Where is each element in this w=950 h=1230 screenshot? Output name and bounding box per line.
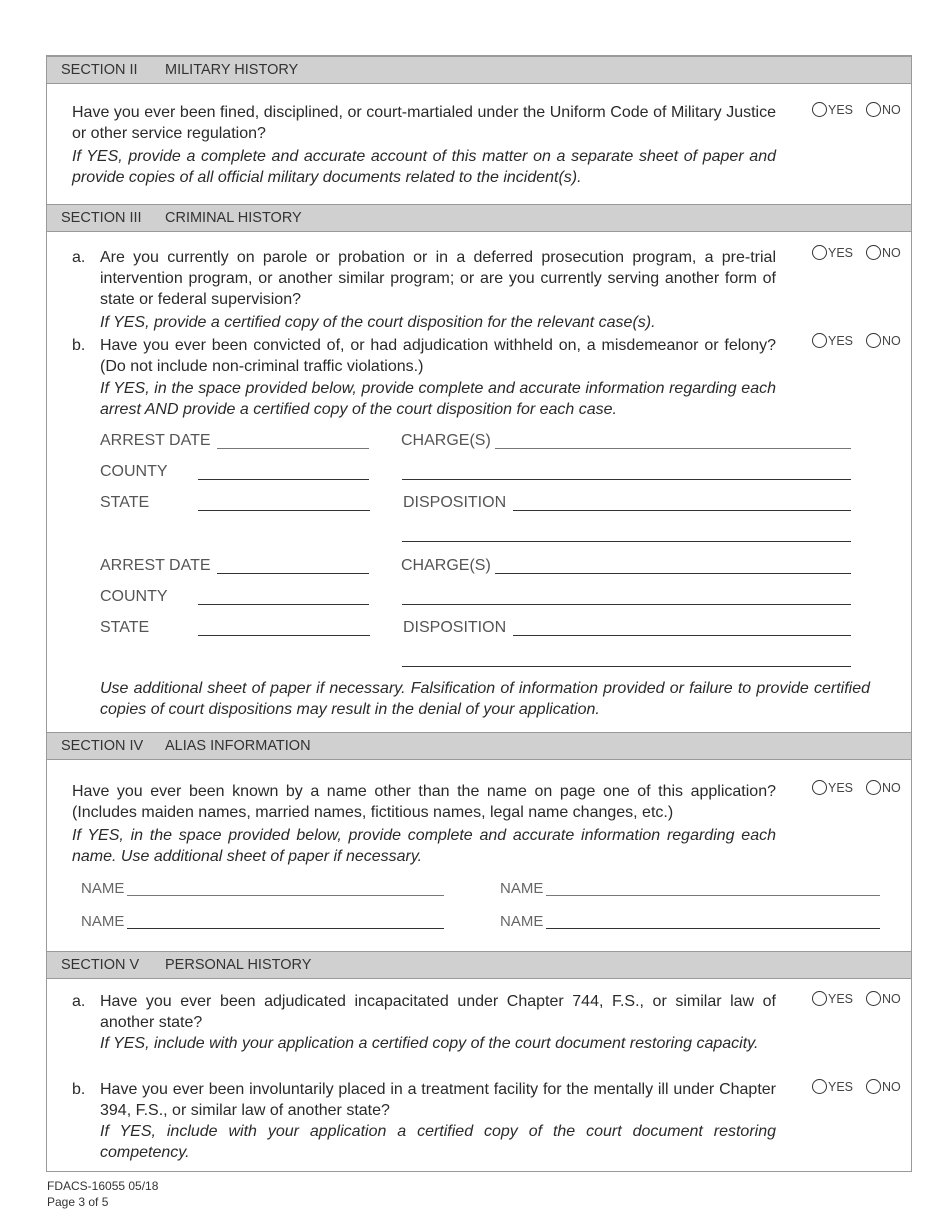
alias-name-field-1[interactable]: [127, 895, 444, 896]
military-question: Have you ever been fined, disciplined, or court-martialed under the Uniform Code of Military Justice or other service regulation?: [72, 104, 776, 142]
state-field-1[interactable]: [198, 510, 370, 511]
no-option[interactable]: [866, 102, 901, 117]
disposition-field-1[interactable]: [513, 510, 851, 511]
section-title: MILITARY HISTORY: [165, 62, 299, 78]
disposition-field-1-line2[interactable]: [402, 541, 851, 542]
charges-field-2-line2[interactable]: [402, 604, 851, 605]
alias-name-field-2[interactable]: [546, 895, 880, 896]
personal-instruction-a: If YES, include with your application a certified copy of the court document restoring capacity.: [100, 1035, 759, 1052]
yes-option[interactable]: [812, 102, 853, 117]
no-radio[interactable]: [866, 1079, 881, 1094]
no-option[interactable]: [866, 245, 901, 260]
personal-q-b-letter: b.: [72, 1081, 86, 1098]
no-radio[interactable]: [866, 102, 881, 117]
criminal-note: Use additional sheet of paper if necessary. Falsification of information provided or failure to provide certified copies of court dispositions may result in the denial of your application.: [100, 680, 870, 718]
yes-option[interactable]: [812, 780, 853, 795]
charges-label: CHARGE(S): [401, 557, 491, 574]
yes-option[interactable]: [812, 245, 853, 260]
section-number: SECTION III: [61, 210, 142, 226]
state-field-2[interactable]: [198, 635, 370, 636]
yes-label: YES: [828, 991, 854, 1006]
alias-name-label: NAME: [81, 880, 125, 897]
personal-question-a: Have you ever been adjudicated incapacitated under Chapter 744, F.S., or similar law of another state?: [100, 993, 776, 1031]
disposition-field-2-line2[interactable]: [402, 666, 851, 667]
disposition-field-2[interactable]: [513, 635, 851, 636]
criminal-q-b-letter: b.: [72, 337, 86, 354]
yes-label: YES: [828, 245, 854, 260]
personal-q-a-letter: a.: [72, 993, 86, 1010]
alias-name-label: NAME: [500, 913, 544, 930]
yes-label: YES: [828, 780, 854, 795]
application-form-page: [46, 55, 912, 1172]
section-number: SECTION V: [61, 957, 140, 973]
criminal-instruction-b: If YES, in the space provided below, provide complete and accurate information regarding each arrest AND provide a certified copy of the court disposition for each case.: [100, 380, 776, 418]
criminal-q-a-letter: a.: [72, 249, 86, 266]
alias-name-field-4[interactable]: [546, 928, 880, 929]
yes-radio[interactable]: [812, 245, 827, 260]
arrest-date-label: ARREST DATE: [100, 432, 211, 449]
no-radio[interactable]: [866, 333, 881, 348]
criminal-instruction-a: If YES, provide a certified copy of the court disposition for the relevant case(s).: [100, 314, 656, 331]
personal-question-b: Have you ever been involuntarily placed in a treatment facility for the mentally ill under Chapter 394, F.S., or similar law of another state?: [100, 1081, 776, 1119]
yes-label: YES: [828, 102, 854, 117]
alias-name-label: NAME: [500, 880, 544, 897]
county-field-2[interactable]: [198, 604, 369, 605]
county-label: COUNTY: [100, 588, 168, 605]
no-label: NO: [882, 333, 901, 348]
arrest-date-label: ARREST DATE: [100, 557, 211, 574]
no-option[interactable]: [866, 1079, 901, 1094]
disposition-label: DISPOSITION: [403, 494, 507, 511]
charges-label: CHARGE(S): [401, 432, 491, 449]
section-v-header: [47, 951, 911, 979]
state-label: STATE: [100, 619, 150, 636]
alias-name-label: NAME: [81, 913, 125, 930]
section-title: CRIMINAL HISTORY: [165, 210, 302, 226]
military-instruction: If YES, provide a complete and accurate account of this matter on a separate sheet of paper and provide copies of all official military documents related to the incident(s).: [72, 148, 776, 186]
county-field-1[interactable]: [198, 479, 369, 480]
yes-radio[interactable]: [812, 102, 827, 117]
yes-option[interactable]: [812, 991, 853, 1006]
arrest-date-field-2[interactable]: [217, 573, 369, 574]
yes-option[interactable]: [812, 1079, 853, 1094]
yes-radio[interactable]: [812, 333, 827, 348]
no-label: NO: [882, 245, 901, 260]
form-id: FDACS-16055 05/18: [47, 1179, 159, 1193]
alias-question: Have you ever been known by a name other than the name on page one of this application? (Includes maiden names, married names, fictitious names, legal name changes, etc.): [72, 783, 776, 821]
section-title: PERSONAL HISTORY: [165, 957, 312, 973]
yes-label: YES: [828, 333, 854, 348]
no-radio[interactable]: [866, 991, 881, 1006]
state-label: STATE: [100, 494, 150, 511]
yes-radio[interactable]: [812, 1079, 827, 1094]
arrest-date-field-1[interactable]: [217, 448, 369, 449]
yes-option[interactable]: [812, 333, 853, 348]
county-label: COUNTY: [100, 463, 168, 480]
alias-name-field-3[interactable]: [127, 928, 444, 929]
no-option[interactable]: [866, 780, 901, 795]
page-number: Page 3 of 5: [47, 1195, 109, 1209]
yes-radio[interactable]: [812, 780, 827, 795]
charges-field-1[interactable]: [495, 448, 851, 449]
section-number: SECTION IV: [61, 738, 144, 754]
no-label: NO: [882, 991, 901, 1006]
no-radio[interactable]: [866, 780, 881, 795]
no-radio[interactable]: [866, 245, 881, 260]
section-ii-header: [47, 56, 911, 84]
section-title: ALIAS INFORMATION: [165, 738, 311, 754]
section-iv-header: [47, 732, 911, 760]
yes-radio[interactable]: [812, 991, 827, 1006]
no-option[interactable]: [866, 333, 901, 348]
no-label: NO: [882, 780, 901, 795]
no-label: NO: [882, 1079, 901, 1094]
section-iii-header: [47, 204, 911, 232]
section-number: SECTION II: [61, 62, 138, 78]
personal-instruction-b: If YES, include with your application a certified copy of the court document restoring competency.: [100, 1123, 776, 1161]
yes-label: YES: [828, 1079, 854, 1094]
no-option[interactable]: [866, 991, 901, 1006]
alias-instruction: If YES, in the space provided below, provide complete and accurate information regarding each name. Use additional sheet of paper if necessary.: [72, 827, 776, 865]
criminal-question-b: Have you ever been convicted of, or had adjudication withheld on, a misdemeanor or felony? (Do not include non-criminal traffic violations.): [100, 337, 776, 375]
disposition-label: DISPOSITION: [403, 619, 507, 636]
criminal-question-a: Are you currently on parole or probation or in a deferred prosecution program, a pre-trial intervention program, or another similar program; or are you currently serving another form of state or federal supervision?: [100, 249, 776, 308]
no-label: NO: [882, 102, 901, 117]
charges-field-1-line2[interactable]: [402, 479, 851, 480]
charges-field-2[interactable]: [495, 573, 851, 574]
